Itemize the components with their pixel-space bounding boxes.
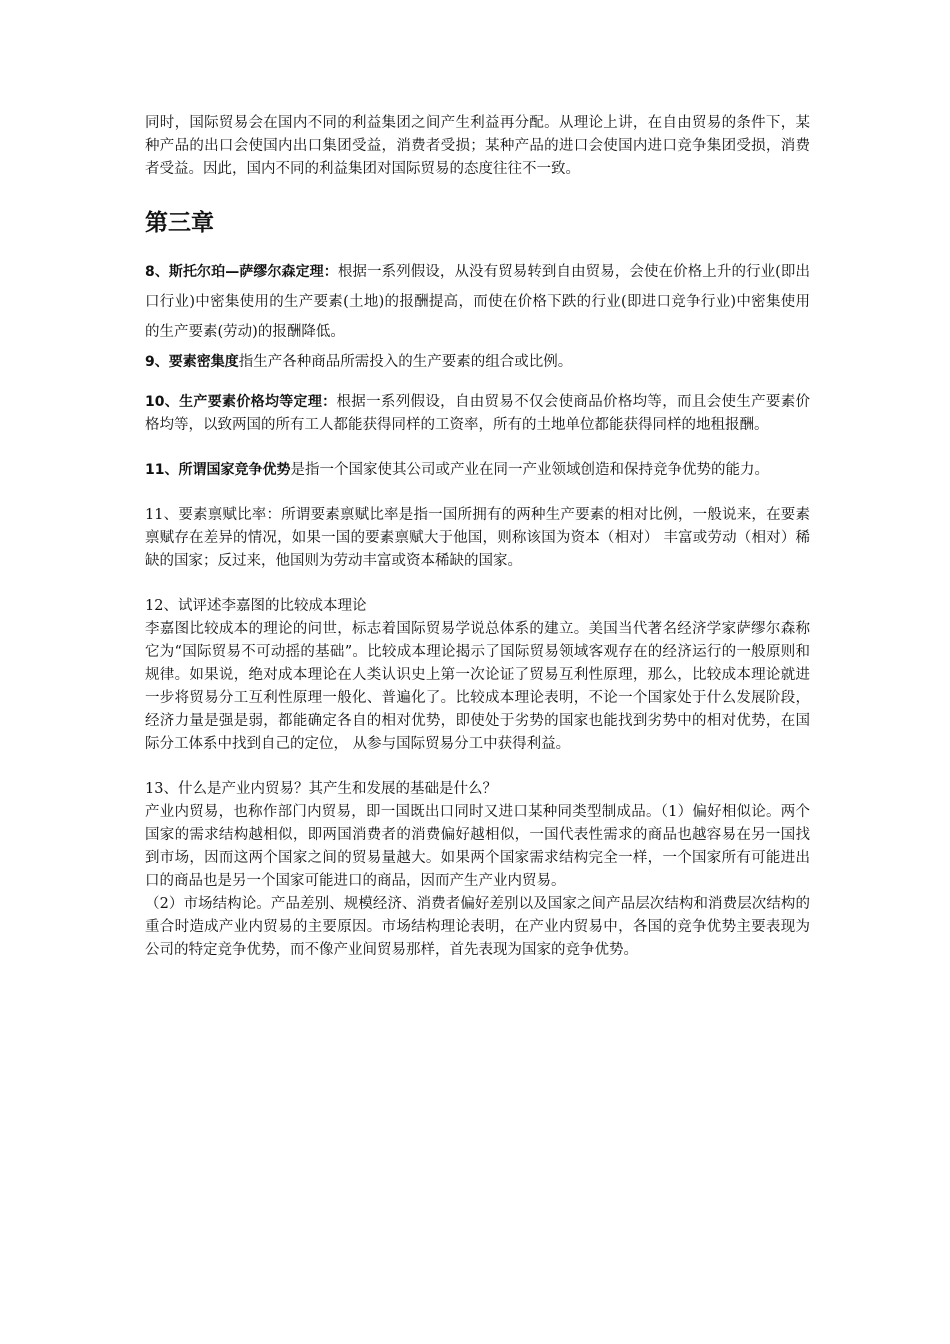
intra-industry-answer-1: 产业内贸易，也称作部门内贸易，即一国既出口同时又进口某种同类型制成品。（1）偏好相似论。两个国家的需求结构越相似，即两国消费者的消费偏好越相似，一国代表性需求的商品也越容易在另一国找到市场，因而这两个国家之间的贸易量越大。如果两个国家需求结构完全一样，一个国家所有可能进出口的商品也是另一个国家可能进口的商品，因而产生产业内贸易。 (145, 804, 810, 889)
factor-intensity-text: 指生产各种商品所需投入的生产要素的组合或比例。 (238, 354, 573, 370)
factor-intensity-term: 9、要素密集度 (145, 354, 239, 370)
document-page (145, 112, 810, 962)
chapter-title: 第三章 (145, 210, 214, 236)
intra-industry-section (145, 778, 810, 893)
stolper-samuelson-term: 8、斯托尔珀—萨缪尔森定理： (145, 264, 338, 280)
intro-paragraph: 同时，国际贸易会在国内不同的利益集团之间产生利益再分配。从理论上讲，在自由贸易的条件下，某种产品的出口会使国内出口集团受益，消费者受损；某种产品的进口会使国内进口竞争集团受损，消费者受益。因此，国内不同的利益集团对国际贸易的态度往往不一致。 (145, 115, 810, 177)
intra-industry-answer-2: （2）市场结构论。产品差别、规模经济、消费者偏好差别以及国家之间产品层次结构和消费层次结构的重合时造成产业内贸易的主要原因。市场结构理论表明，在产业内贸易中，各国的竞争优势主要表现为公司的特定竞争优势，而不像产业间贸易那样，首先表现为国家的竞争优势。 (145, 896, 810, 958)
ricardo-section (145, 595, 810, 756)
national-advantage-text: 是指一个国家使其公司或产业在同一产业领域创造和保持竞争优势的能力。 (290, 462, 769, 478)
endowment-ratio-paragraph: 11、要素禀赋比率：所谓要素禀赋比率是指一国所拥有的两种生产要素的相对比例，一般说来，在要素禀赋存在差异的情况，如果一国的要素禀赋大于他国，则称该国为资本（相对） 丰富或劳动（相对）稀缺的国家；反过来，他国则为劳动丰富或资本稀缺的国家。 (145, 507, 810, 569)
factor-price-equalization-term: 10、生产要素价格均等定理： (145, 394, 337, 410)
national-advantage-paragraph (145, 459, 810, 482)
ricardo-question: 12、试评述李嘉图的比较成本理论 (145, 598, 367, 614)
factor-intensity-paragraph (145, 347, 810, 377)
factor-price-equalization-paragraph (145, 391, 810, 437)
stolper-samuelson-paragraph (145, 257, 810, 347)
stolper-samuelson-text: 根据一系列假设，从没有贸易转到自由贸易，会使在价格上升的行业(即出口行业)中密集使用的生产要素(土地)的报酬提高，而使在价格下跌的行业(即进口竞争行业)中密集使用的生产要素(劳动)的报酬降低。 (145, 264, 810, 340)
intra-industry-question: 13、什么是产业内贸易？其产生和发展的基础是什么？ (145, 781, 497, 797)
ricardo-answer: 李嘉图比较成本的理论的问世，标志着国际贸易学说总体系的建立。美国当代著名经济学家萨缪尔森称它为“国际贸易不可动摇的基础”。比较成本理论揭示了国际贸易领域客观存在的经济运行的一般原则和规律。如果说，绝对成本理论在人类认识史上第一次论证了贸易互利性原理，那么，比较成本理论就进一步将贸易分工互利性原理一般化、普遍化了。比较成本理论表明，不论一个国家处于什么发展阶段，经济力量是强是弱，都能确定各自的相对优势，即使处于劣势的国家也能找到劣势中的相对优势，在国际分工体系中找到自己的定位， 从参与国际贸易分工中获得利益。 (145, 621, 810, 752)
national-advantage-term: 11、所谓国家竞争优势 (145, 462, 291, 478)
factor-price-equalization-text: 根据一系列假设，自由贸易不仅会使商品价格均等，而且会使生产要素价格均等，以致两国的所有工人都能获得同样的工资率，所有的土地单位都能获得同样的地租报酬。 (145, 394, 811, 433)
